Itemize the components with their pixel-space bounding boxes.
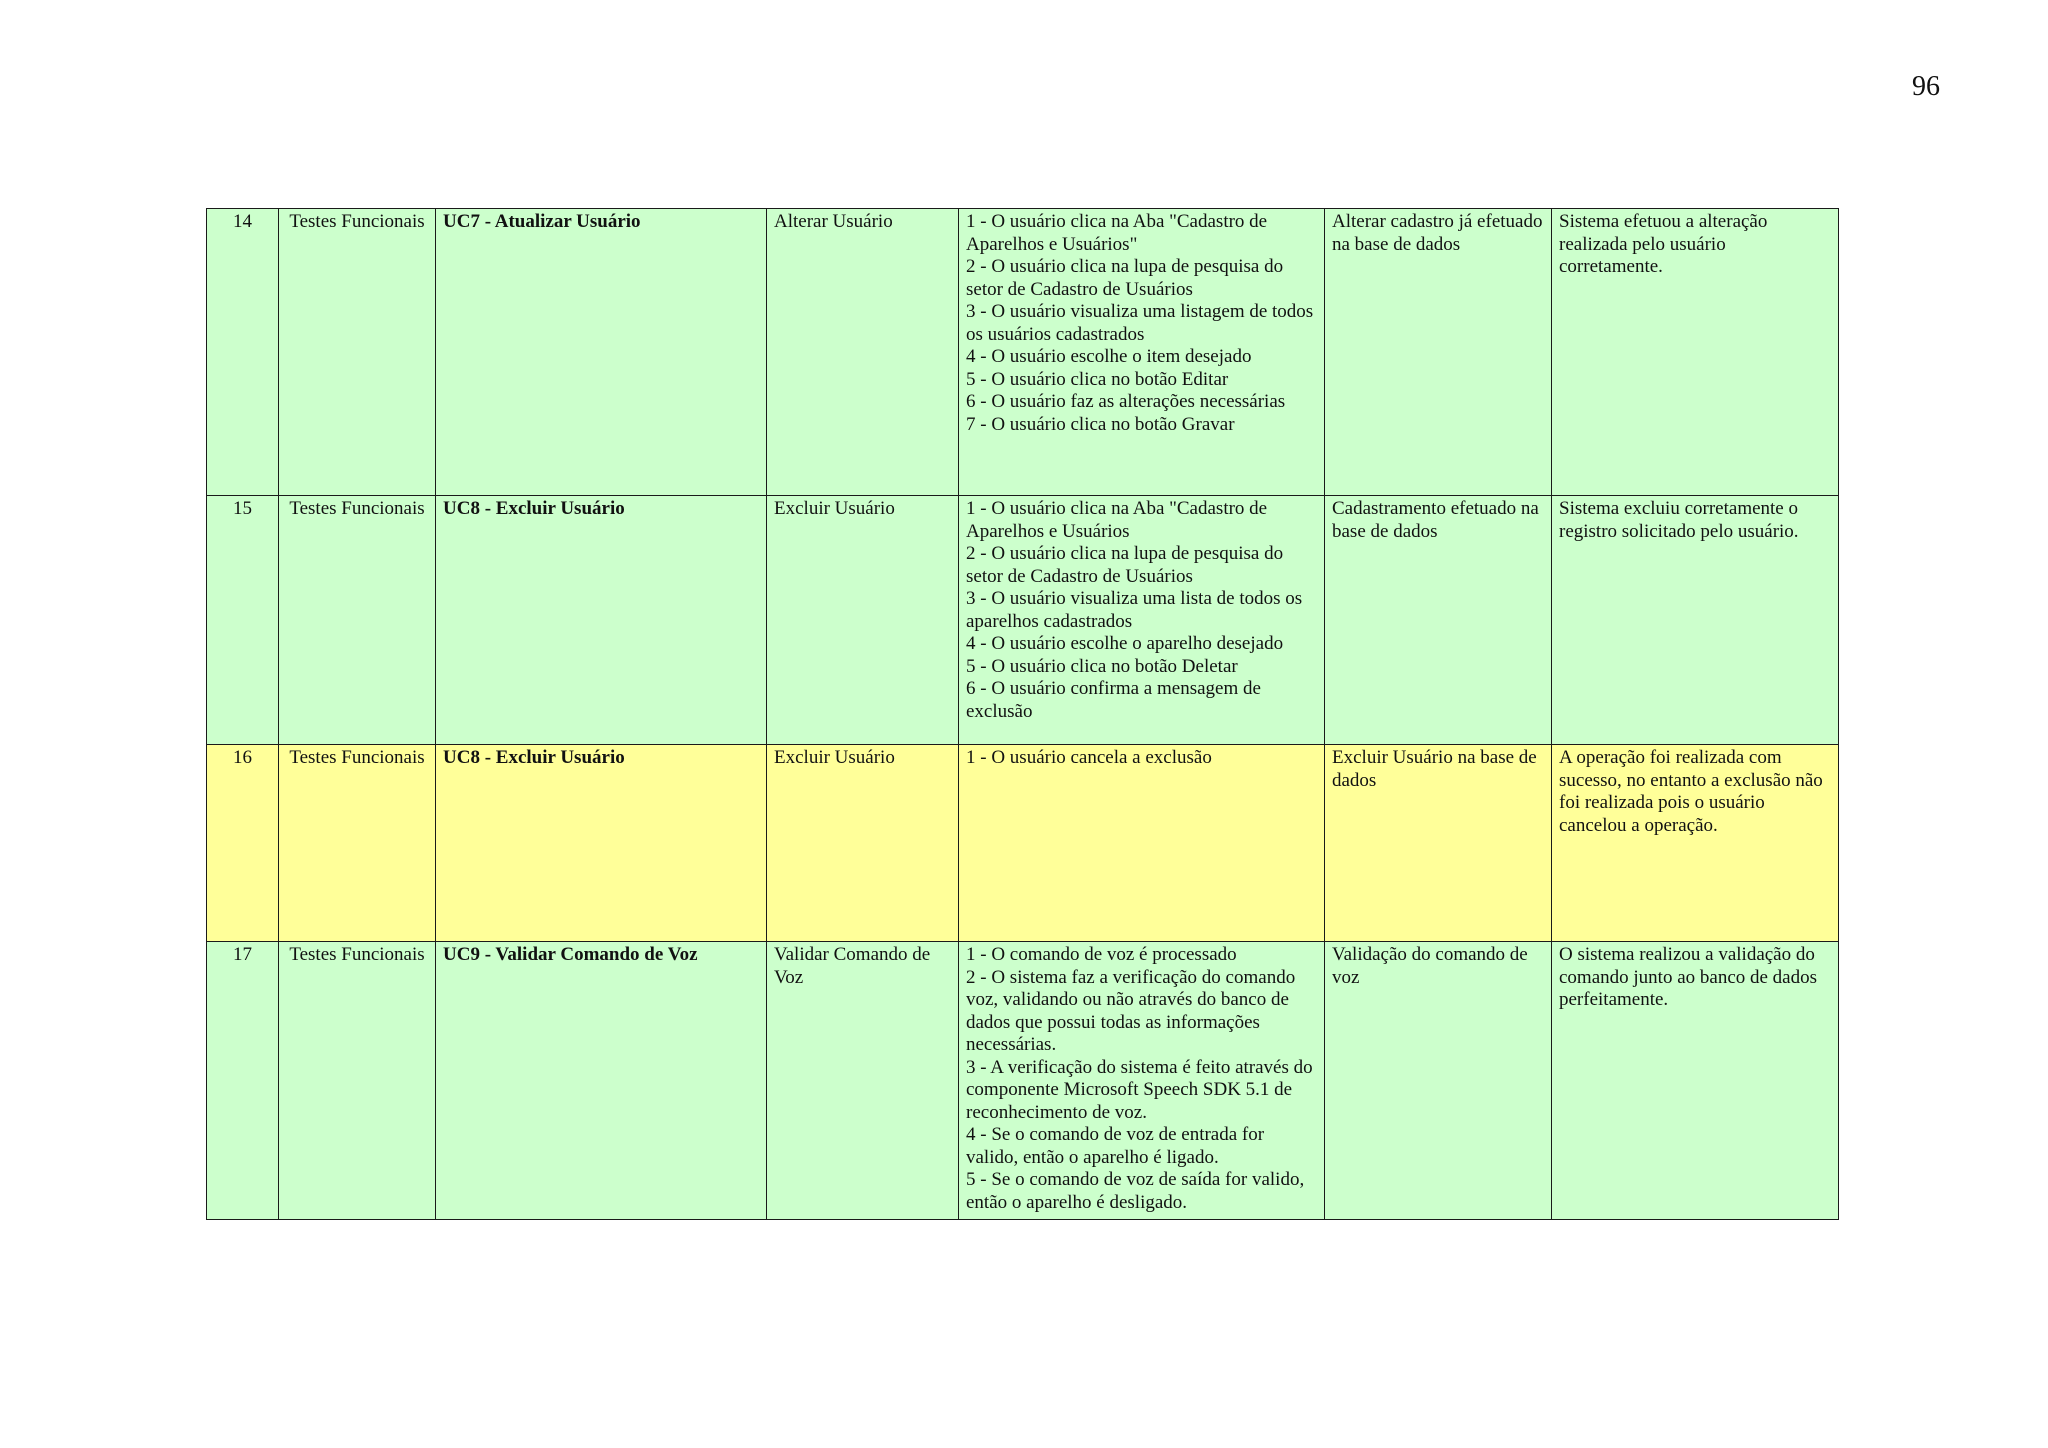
- test-type-cell: Testes Funcionais: [279, 942, 436, 1220]
- function-cell: Excluir Usuário: [767, 745, 959, 942]
- step-line: 1 - O usuário clica na Aba "Cadastro de Aparelhos e Usuários": [966, 211, 1268, 255]
- test-type-cell: Testes Funcionais: [279, 496, 436, 745]
- table-row: [207, 496, 1839, 745]
- step-line: 4 - O usuário escolhe o item desejado: [966, 346, 1252, 367]
- step-line: 6 - O usuário faz as alterações necessárias: [966, 391, 1286, 412]
- step-line: 3 - O usuário visualiza uma lista de todos os aparelhos cadastrados: [966, 588, 1303, 632]
- test-type-cell: Testes Funcionais: [279, 745, 436, 942]
- step-line: 7 - O usuário clica no botão Gravar: [966, 413, 1235, 435]
- test-id-cell: 14: [207, 209, 279, 496]
- function-cell: Excluir Usuário: [767, 496, 959, 745]
- step-line: 1 - O comando de voz é processado: [966, 944, 1237, 965]
- step-line: 5 - Se o comando de voz de saída for valido, então o aparelho é desligado.: [966, 1169, 1305, 1213]
- step-line: 5 - O usuário clica no botão Editar: [966, 368, 1229, 390]
- page-number: 96: [1912, 71, 1940, 102]
- use-case-cell: UC8 - Excluir Usuário: [436, 496, 767, 745]
- function-cell: Alterar Usuário: [767, 209, 959, 496]
- step-line: 1 - O usuário clica na Aba "Cadastro de Aparelhos e Usuários: [966, 498, 1268, 542]
- test-id-cell: 16: [207, 745, 279, 942]
- step-line: 6 - O usuário confirma a mensagem de exclusão: [966, 678, 1261, 722]
- expected-cell: Validação do comando de voz: [1325, 942, 1552, 1220]
- table-row: [207, 942, 1839, 1220]
- use-case-cell: UC8 - Excluir Usuário: [436, 745, 767, 942]
- expected-cell: Alterar cadastro já efetuado na base de dados: [1325, 209, 1552, 496]
- steps-cell: [959, 942, 1325, 1220]
- step-line: 3 - O usuário visualiza uma listagem de todos os usuários cadastrados: [966, 301, 1314, 345]
- steps-cell: [959, 209, 1325, 496]
- table-row: [207, 209, 1839, 496]
- result-cell: A operação foi realizada com sucesso, no entanto a exclusão não foi realizada pois o usuário cancelou a operação.: [1552, 745, 1839, 942]
- step-line: 2 - O sistema faz a verificação do comando voz, validando ou não através do banco de dados que possui todas as informações necessárias.: [966, 966, 1296, 1055]
- function-cell: Validar Comando de Voz: [767, 942, 959, 1220]
- test-type-cell: Testes Funcionais: [279, 209, 436, 496]
- test-id-cell: 15: [207, 496, 279, 745]
- test-cases-table: [206, 208, 1839, 1220]
- expected-cell: Cadastramento efetuado na base de dados: [1325, 496, 1552, 745]
- use-case-cell: UC9 - Validar Comando de Voz: [436, 942, 767, 1220]
- use-case-cell: UC7 - Atualizar Usuário: [436, 209, 767, 496]
- steps-cell: [959, 496, 1325, 745]
- expected-cell: Excluir Usuário na base de dados: [1325, 745, 1552, 942]
- result-cell: O sistema realizou a validação do comando junto ao banco de dados perfeitamente.: [1552, 942, 1839, 1220]
- steps-cell: [959, 745, 1325, 942]
- result-cell: Sistema efetuou a alteração realizada pelo usuário corretamente.: [1552, 209, 1839, 496]
- step-line: 4 - Se o comando de voz de entrada for valido, então o aparelho é ligado.: [966, 1124, 1265, 1168]
- result-cell: Sistema excluiu corretamente o registro solicitado pelo usuário.: [1552, 496, 1839, 745]
- step-line: 3 - A verificação do sistema é feito através do componente Microsoft Speech SDK 5.1 de reconhecimento de voz.: [966, 1056, 1313, 1123]
- step-line: 1 - O usuário cancela a exclusão: [966, 747, 1212, 768]
- step-line: 4 - O usuário escolhe o aparelho desejado: [966, 633, 1284, 654]
- step-line: 2 - O usuário clica na lupa de pesquisa do setor de Cadastro de Usuários: [966, 256, 1284, 300]
- step-line: 2 - O usuário clica na lupa de pesquisa do setor de Cadastro de Usuários: [966, 543, 1284, 587]
- step-line: 5 - O usuário clica no botão Deletar: [966, 655, 1238, 677]
- table-row: [207, 745, 1839, 942]
- test-id-cell: 17: [207, 942, 279, 1220]
